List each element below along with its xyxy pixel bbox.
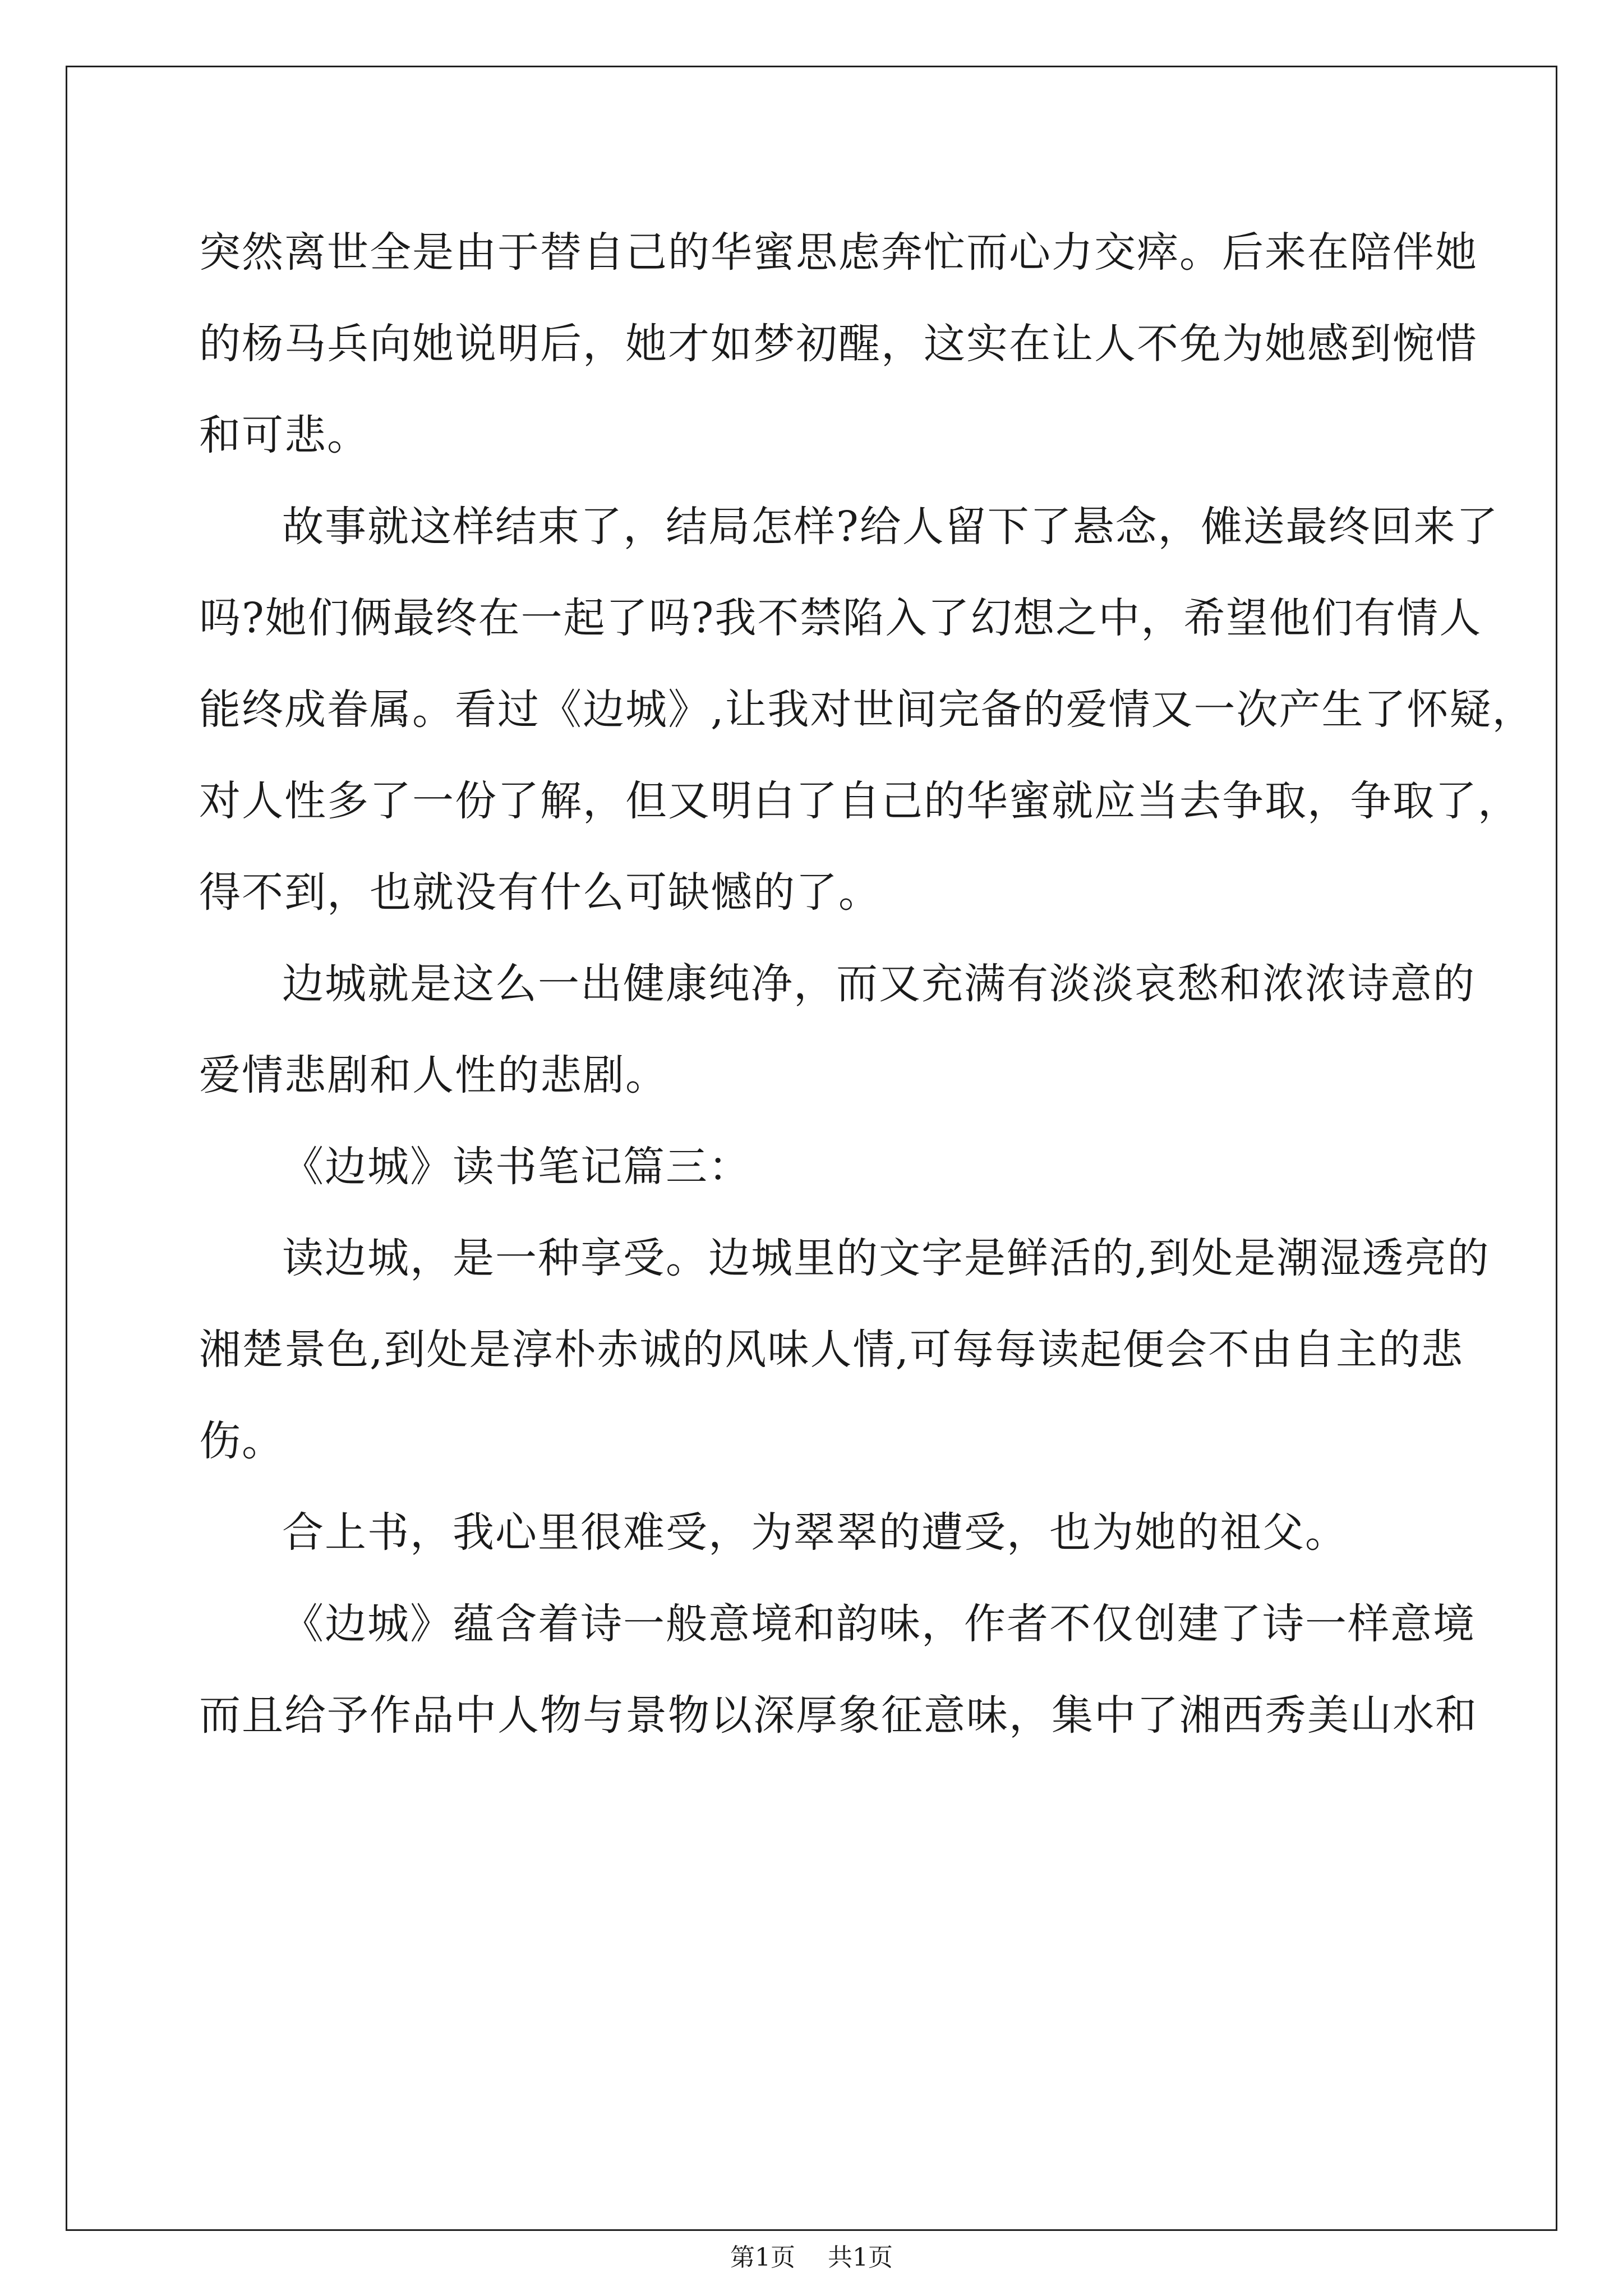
text-line: 合上书，我心里很难受，为翠翠的遭受，也为她的祖父。 <box>282 1508 1348 1557</box>
section-heading: 《边城》读书笔记篇三： <box>282 1143 751 1191</box>
text-line: 读边城，是一种享受。边城里的文字是鲜活的,到处是潮湿透亮的 <box>282 1234 1490 1282</box>
text-line: 而且给予作品中人物与景物以深厚象征意味，集中了湘西秀美山水和 <box>199 1691 1478 1740</box>
page-total: 共1页 <box>828 2243 893 2272</box>
text-line: 吗?她们俩最终在一起了吗?我不禁陷入了幻想之中，希望他们有情人 <box>199 594 1482 642</box>
text-line: 得不到，也就没有什么可缺憾的了。 <box>199 868 881 917</box>
page-number: 第1页 <box>730 2243 795 2272</box>
text-line: 伤。 <box>199 1417 284 1465</box>
text-line: 《边城》蕴含着诗一般意境和韵味，作者不仅创建了诗一样意境 <box>282 1600 1476 1648</box>
text-line: 边城就是这么一出健康纯净，而又充满有淡淡哀愁和浓浓诗意的 <box>282 960 1476 1008</box>
text-line: 突然离世全是由于替自己的华蜜思虑奔忙而心力交瘁。后来在陪伴她 <box>199 228 1478 277</box>
text-line: 对人性多了一份了解，但又明白了自己的华蜜就应当去争取，争取了， <box>199 777 1520 825</box>
text-line: 的杨马兵向她说明后，她才如梦初醒，这实在让人不免为她感到惋惜 <box>199 320 1478 368</box>
text-line: 故事就这样结束了，结局怎样?给人留下了悬念，傩送最终回来了 <box>282 503 1499 551</box>
text-line: 湘楚景色,到处是淳朴赤诚的风味人情,可每每读起便会不由自主的悲 <box>199 1326 1464 1374</box>
text-line: 能终成眷属。看过《边城》,让我对世间完备的爱情又一次产生了怀疑， <box>199 685 1535 734</box>
text-line: 和可悲。 <box>199 411 370 459</box>
page-footer <box>0 2241 1623 2275</box>
text-line: 爱情悲剧和人性的悲剧。 <box>199 1051 668 1099</box>
